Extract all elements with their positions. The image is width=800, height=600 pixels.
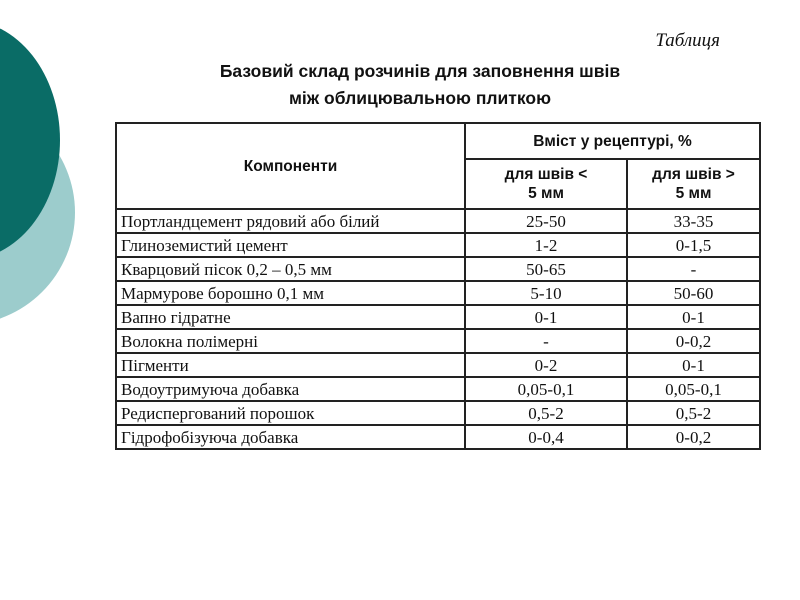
table-row xyxy=(116,329,760,353)
table-row xyxy=(116,281,760,305)
component-name: Гідрофобізуюча добавка xyxy=(116,425,465,449)
title-line-1: Базовий склад розчинів для заповнення швів xyxy=(219,61,621,81)
value-less-5mm: 0,5-2 xyxy=(465,401,627,425)
component-name: Водоутримуюча добавка xyxy=(116,377,465,401)
composition-table xyxy=(115,122,761,450)
header-seams-less-5mm xyxy=(465,159,627,209)
table-caption: Таблиця xyxy=(655,30,720,51)
component-name: Глиноземистий цемент xyxy=(116,233,465,257)
component-name: Редиспергований порошок xyxy=(116,401,465,425)
table-row xyxy=(116,257,760,281)
value-more-5mm: 0-1,5 xyxy=(627,233,760,257)
table-row xyxy=(116,305,760,329)
value-less-5mm: 0-0,4 xyxy=(465,425,627,449)
value-less-5mm: 0-2 xyxy=(465,353,627,377)
component-name: Волокна полімерні xyxy=(116,329,465,353)
value-less-5mm: 5-10 xyxy=(465,281,627,305)
component-name: Мармурове борошно 0,1 мм xyxy=(116,281,465,305)
header-components: Компоненти xyxy=(116,123,465,209)
header-col1-line2: 5 мм xyxy=(528,185,564,202)
value-more-5mm: 0-0,2 xyxy=(627,329,760,353)
value-more-5mm: 50-60 xyxy=(627,281,760,305)
value-less-5mm: 50-65 xyxy=(465,257,627,281)
component-name: Портландцемент рядовий або білий xyxy=(116,209,465,233)
header-col1-line1: для швів < xyxy=(504,166,588,183)
value-less-5mm: 0-1 xyxy=(465,305,627,329)
value-more-5mm: 33-35 xyxy=(627,209,760,233)
header-col2-line2: 5 мм xyxy=(675,185,712,202)
value-less-5mm: - xyxy=(465,329,627,353)
value-less-5mm: 1-2 xyxy=(465,233,627,257)
table-row xyxy=(116,377,760,401)
table-row xyxy=(116,209,760,233)
header-content-group: Вміст у рецептурі, % xyxy=(465,123,760,159)
header-col2-line1: для швів > xyxy=(652,166,735,183)
component-name: Кварцовий пісок 0,2 – 0,5 мм xyxy=(116,257,465,281)
value-more-5mm: 0-1 xyxy=(627,353,760,377)
value-less-5mm: 25-50 xyxy=(465,209,627,233)
table-row xyxy=(116,353,760,377)
value-more-5mm: 0,5-2 xyxy=(627,401,760,425)
title-line-2: між облицювальною плиткою xyxy=(288,88,552,108)
table-row xyxy=(116,425,760,449)
value-more-5mm: 0,05-0,1 xyxy=(627,377,760,401)
value-more-5mm: 0-0,2 xyxy=(627,425,760,449)
value-more-5mm: 0-1 xyxy=(627,305,760,329)
table-row xyxy=(116,233,760,257)
component-name: Вапно гідратне xyxy=(116,305,465,329)
value-less-5mm: 0,05-0,1 xyxy=(465,377,627,401)
value-more-5mm: - xyxy=(627,257,760,281)
component-name: Пігменти xyxy=(116,353,465,377)
table-row xyxy=(116,401,760,425)
header-seams-more-5mm xyxy=(627,159,760,209)
